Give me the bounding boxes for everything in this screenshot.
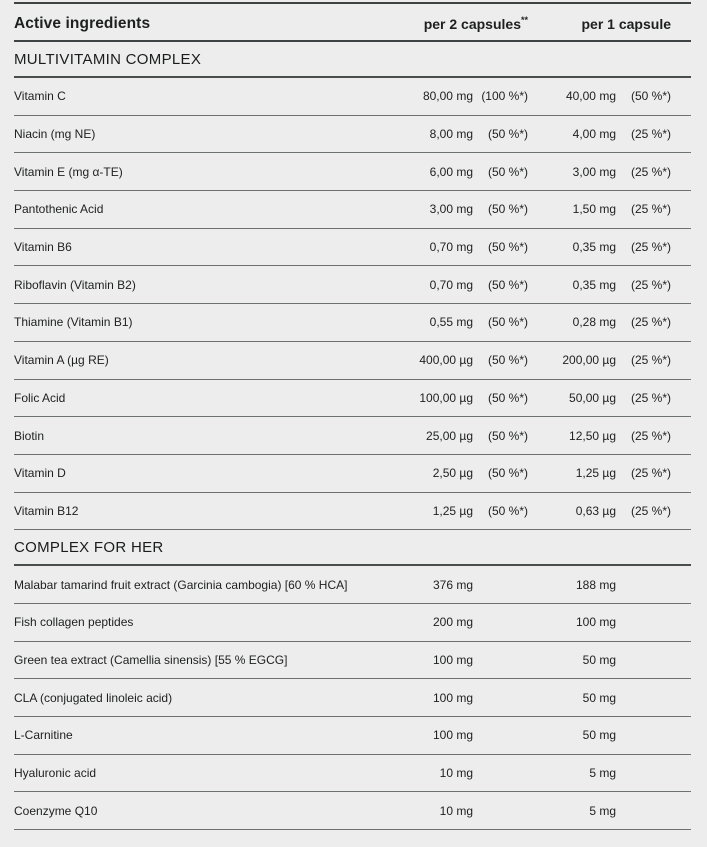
cell-percent-nrv-per-1-capsule: (25 %*): [630, 164, 671, 179]
cell-percent-nrv-per-1-capsule: (25 %*): [630, 240, 671, 255]
cell-percent-nrv-per-2-capsules: (50 %*): [487, 353, 528, 368]
cell-amount-per-1-capsule: 0,35 mg: [572, 240, 616, 255]
cell-amount-per-1-capsule: 5 mg: [589, 766, 616, 781]
cell-amount-per-1-capsule: 0,63 µg: [575, 503, 616, 518]
cell-ingredient-name: Folic Acid: [14, 390, 66, 405]
table-row: [14, 566, 691, 604]
header-active-ingredients: Active ingredients: [14, 14, 151, 32]
cell-amount-per-1-capsule: 50,00 µg: [569, 390, 616, 405]
table-row: [14, 717, 691, 755]
table-row: [14, 342, 691, 380]
cell-amount-per-2-capsules: 0,55 mg: [429, 315, 473, 330]
table-row: [14, 191, 691, 229]
cell-amount-per-2-capsules: 10 mg: [439, 803, 473, 818]
cell-percent-nrv-per-1-capsule: (25 %*): [630, 277, 671, 292]
table-row: [14, 116, 691, 154]
cell-percent-nrv-per-2-capsules: (50 %*): [487, 202, 528, 217]
cell-amount-per-1-capsule: 200,00 µg: [562, 353, 616, 368]
table-row: [14, 229, 691, 267]
cell-amount-per-1-capsule: 188 mg: [575, 577, 616, 592]
cell-amount-per-2-capsules: 1,25 µg: [432, 503, 473, 518]
header-per-2-capsules-footnote-mark: **: [520, 15, 528, 25]
cell-percent-nrv-per-2-capsules: (50 %*): [487, 390, 528, 405]
cell-ingredient-name: Hyaluronic acid: [14, 766, 97, 781]
section-rows: [14, 566, 691, 830]
cell-amount-per-2-capsules: 6,00 mg: [429, 164, 473, 179]
table-row: [14, 642, 691, 680]
table-row: [14, 417, 691, 455]
table-row: [14, 493, 691, 531]
table-row: [14, 792, 691, 830]
table-row: [14, 604, 691, 642]
cell-ingredient-name: Vitamin C: [14, 89, 66, 104]
cell-percent-nrv-per-1-capsule: (25 %*): [630, 127, 671, 142]
cell-percent-nrv-per-1-capsule: (25 %*): [630, 428, 671, 443]
cell-amount-per-2-capsules: 25,00 µg: [426, 428, 473, 443]
cell-ingredient-name: Fish collagen peptides: [14, 615, 134, 630]
cell-ingredient-name: Malabar tamarind fruit extract (Garcinia cambogia) [60 % HCA]: [14, 577, 348, 592]
cell-percent-nrv-per-1-capsule: (25 %*): [630, 390, 671, 405]
cell-amount-per-1-capsule: 0,28 mg: [572, 315, 616, 330]
section-title: MULTIVITAMIN COMPLEX: [14, 42, 691, 78]
cell-amount-per-1-capsule: 3,00 mg: [572, 164, 616, 179]
table-section: [14, 42, 691, 530]
cell-percent-nrv-per-2-capsules: (50 %*): [487, 466, 528, 481]
cell-amount-per-2-capsules: 80,00 mg: [422, 89, 473, 104]
cell-amount-per-2-capsules: 376 mg: [432, 577, 473, 592]
cell-percent-nrv-per-2-capsules: (50 %*): [487, 503, 528, 518]
table-row: [14, 455, 691, 493]
cell-ingredient-name: Vitamin B6: [14, 240, 72, 255]
table-row: [14, 679, 691, 717]
header-per-2-capsules: [398, 15, 528, 32]
cell-amount-per-2-capsules: 100 mg: [432, 728, 473, 743]
cell-ingredient-name: Pantothenic Acid: [14, 202, 104, 217]
cell-ingredient-name: Green tea extract (Camellia sinensis) [55 % EGCG]: [14, 652, 288, 667]
cell-amount-per-1-capsule: 12,50 µg: [569, 428, 616, 443]
cell-percent-nrv-per-2-capsules: (50 %*): [487, 428, 528, 443]
table-row: [14, 266, 691, 304]
cell-ingredient-name: Coenzyme Q10: [14, 803, 98, 818]
cell-amount-per-2-capsules: 8,00 mg: [429, 127, 473, 142]
cell-ingredient-name: Vitamin B12: [14, 503, 79, 518]
cell-ingredient-name: L-Carnitine: [14, 728, 73, 743]
cell-ingredient-name: Vitamin D: [14, 466, 66, 481]
cell-amount-per-1-capsule: 5 mg: [589, 803, 616, 818]
cell-amount-per-1-capsule: 50 mg: [582, 690, 616, 705]
cell-amount-per-1-capsule: 40,00 mg: [565, 89, 616, 104]
cell-percent-nrv-per-2-capsules: (50 %*): [487, 240, 528, 255]
cell-amount-per-2-capsules: 2,50 µg: [432, 466, 473, 481]
cell-ingredient-name: Biotin: [14, 428, 45, 443]
cell-amount-per-2-capsules: 100 mg: [432, 652, 473, 667]
cell-amount-per-2-capsules: 10 mg: [439, 766, 473, 781]
cell-ingredient-name: Thiamine (Vitamin B1): [14, 315, 133, 330]
cell-amount-per-2-capsules: 0,70 mg: [429, 240, 473, 255]
cell-percent-nrv-per-2-capsules: (50 %*): [487, 315, 528, 330]
cell-percent-nrv-per-1-capsule: (25 %*): [630, 466, 671, 481]
cell-amount-per-1-capsule: 100 mg: [575, 615, 616, 630]
cell-amount-per-1-capsule: 4,00 mg: [572, 127, 616, 142]
cell-percent-nrv-per-1-capsule: (50 %*): [630, 89, 671, 104]
cell-percent-nrv-per-2-capsules: (50 %*): [487, 164, 528, 179]
section-title: COMPLEX FOR HER: [14, 530, 691, 566]
cell-amount-per-2-capsules: 100,00 µg: [419, 390, 473, 405]
cell-amount-per-1-capsule: 0,35 mg: [572, 277, 616, 292]
table-row: [14, 380, 691, 418]
cell-percent-nrv-per-1-capsule: (25 %*): [630, 315, 671, 330]
table-row: [14, 304, 691, 342]
table-row: [14, 755, 691, 793]
header-per-1-capsule: per 1 capsule: [581, 15, 671, 32]
cell-percent-nrv-per-2-capsules: (50 %*): [487, 127, 528, 142]
cell-amount-per-1-capsule: 50 mg: [582, 728, 616, 743]
table-section: [14, 530, 691, 830]
cell-amount-per-2-capsules: 200 mg: [432, 615, 473, 630]
cell-percent-nrv-per-1-capsule: (25 %*): [630, 353, 671, 368]
cell-amount-per-1-capsule: 1,25 µg: [575, 466, 616, 481]
cell-amount-per-1-capsule: 50 mg: [582, 652, 616, 667]
active-ingredients-table: [14, 2, 691, 830]
cell-percent-nrv-per-1-capsule: (25 %*): [630, 503, 671, 518]
cell-amount-per-2-capsules: 3,00 mg: [429, 202, 473, 217]
cell-ingredient-name: Vitamin A (µg RE): [14, 353, 109, 368]
table-row: [14, 153, 691, 191]
cell-ingredient-name: Riboflavin (Vitamin B2): [14, 277, 136, 292]
cell-amount-per-1-capsule: 1,50 mg: [572, 202, 616, 217]
table-header-row: [14, 4, 691, 42]
header-per-2-capsules-label: per 2 capsules: [423, 16, 521, 32]
cell-ingredient-name: Vitamin E (mg α-TE): [14, 164, 123, 179]
cell-percent-nrv-per-1-capsule: (25 %*): [630, 202, 671, 217]
cell-amount-per-2-capsules: 100 mg: [432, 690, 473, 705]
cell-percent-nrv-per-2-capsules: (100 %*): [481, 89, 528, 104]
cell-ingredient-name: Niacin (mg NE): [14, 127, 96, 142]
cell-amount-per-2-capsules: 0,70 mg: [429, 277, 473, 292]
cell-ingredient-name: CLA (conjugated linoleic acid): [14, 690, 173, 705]
cell-amount-per-2-capsules: 400,00 µg: [419, 353, 473, 368]
table-row: [14, 78, 691, 116]
section-rows: [14, 78, 691, 530]
table-body: [14, 42, 691, 830]
cell-percent-nrv-per-2-capsules: (50 %*): [487, 277, 528, 292]
